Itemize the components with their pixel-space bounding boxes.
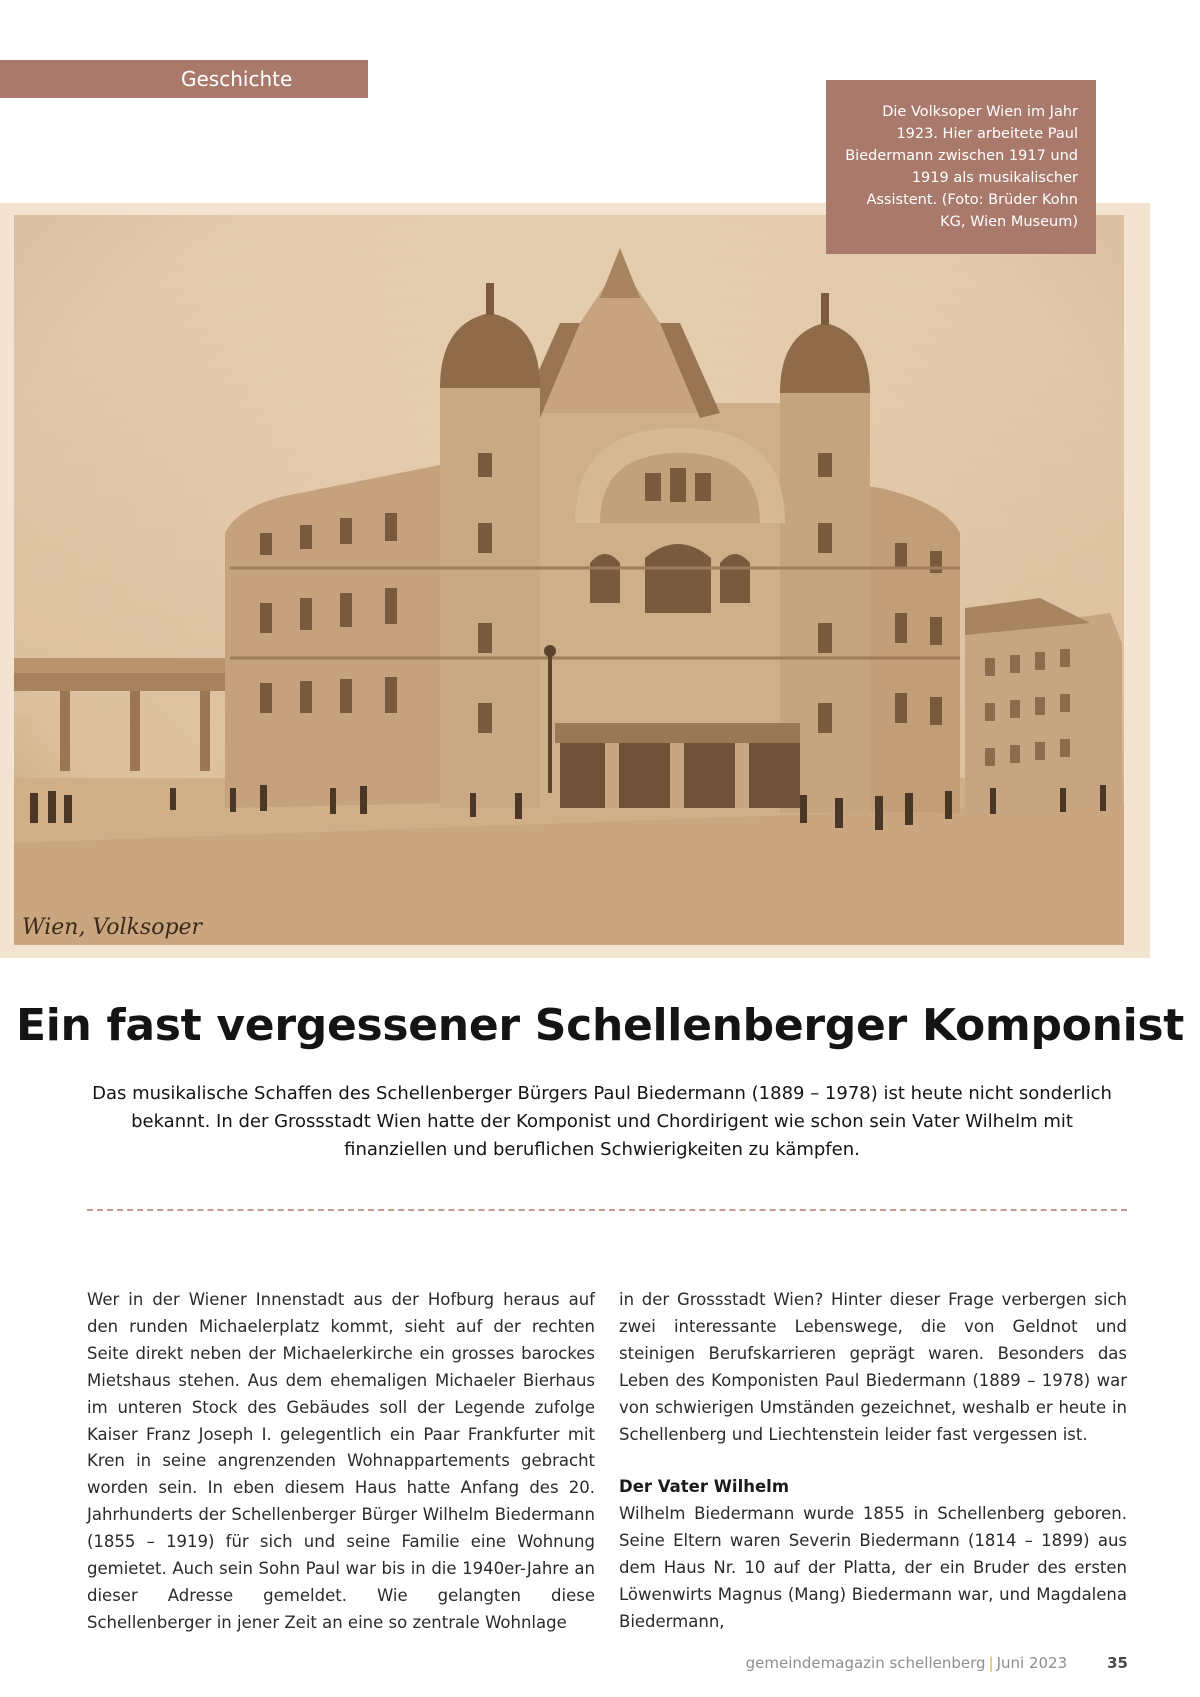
section-subhead: Der Vater Wilhelm (619, 1477, 790, 1497)
issue-date: Juni 2023 (996, 1654, 1068, 1672)
article-column-right (619, 1287, 1127, 1636)
page-number: 35 (1107, 1654, 1128, 1672)
page-footer (746, 1654, 1128, 1672)
volksoper-photo (0, 203, 1150, 958)
dashed-divider (87, 1209, 1127, 1211)
article-column-left (87, 1287, 595, 1637)
footer-separator: | (988, 1654, 994, 1672)
section-label: Geschichte (181, 67, 293, 91)
article-title: Ein fast vergessener Schellenberger Komponist (15, 1000, 1185, 1051)
magazine-name: gemeindemagazin schellenberg (745, 1654, 986, 1672)
photo-caption: Die Volksoper Wien im Jahr 1923. Hier arbeitete Paul Biedermann zwischen 1917 und 1919 als musikalischer Assistent. (Foto: Brüder Kohn KG, Wien Museum) (826, 80, 1096, 254)
body-paragraph: Wilhelm Biedermann wurde 1855 in Schellenberg geboren. Seine Eltern waren Severin Biedermann (1814 – 1899) aus dem Haus Nr. 10 auf der Platta, der ein Bruder des ersten Löwenwirts Magnus (Mang) Biedermann war, und Magdalena Biedermann, (619, 1504, 1127, 1631)
body-paragraph: in der Grossstadt Wien? Hinter dieser Frage verbergen sich zwei interessante Lebenswege, die von Geldnot und steinigen Berufskarrieren geprägt waren. Besonders das Leben des Komponisten Paul Biedermann (1889 – 1978) war von schwierigen Umständen gezeichnet, weshalb er heute in Schellenberg und Liechtenstein leider fast vergessen ist. (619, 1290, 1127, 1444)
body-paragraph: Wer in der Wiener Innenstadt aus der Hofburg heraus auf den runden Michaelerplatz kommt, sieht auf der rechten Seite direkt neben der Michaelerkirche ein grosses barockes Mietshaus stehen. Aus dem ehemaligen Michaeler Bierhaus im unteren Stock des Gebäudes soll der Legende zufolge Kaiser Franz Joseph I. gelegentlich ein Paar Frankfurter mit Kren in seine angrenzenden Wohnappartements gebracht worden sein. In eben diesem Haus hatte Anfang des 20. Jahrhunderts der Schellenberger Bürger Wilhelm Biedermann (1855 – 1919) für sich und seine Familie eine Wohnung gemietet. Auch sein Sohn Paul war bis in die 1940er-Jahre an dieser Adresse gemeldet. Wie gelangten diese Schellenberger in jener Zeit an eine so zentrale Wohnlage (87, 1290, 595, 1632)
section-tab (0, 60, 368, 98)
handwritten-inscription: Wien, Volksoper (22, 915, 203, 940)
volksoper-illustration (0, 203, 1150, 958)
article-lead: Das musikalische Schaffen des Schellenberger Bürgers Paul Biedermann (1889 – 1978) ist heute nicht sonderlich bekannt. In der Grossstadt Wien hatte der Komponist und Chordirigent wie schon sein Vater Wilhelm mit finanziellen und beruflichen Schwierigkeiten zu kämpfen. (92, 1083, 1112, 1160)
